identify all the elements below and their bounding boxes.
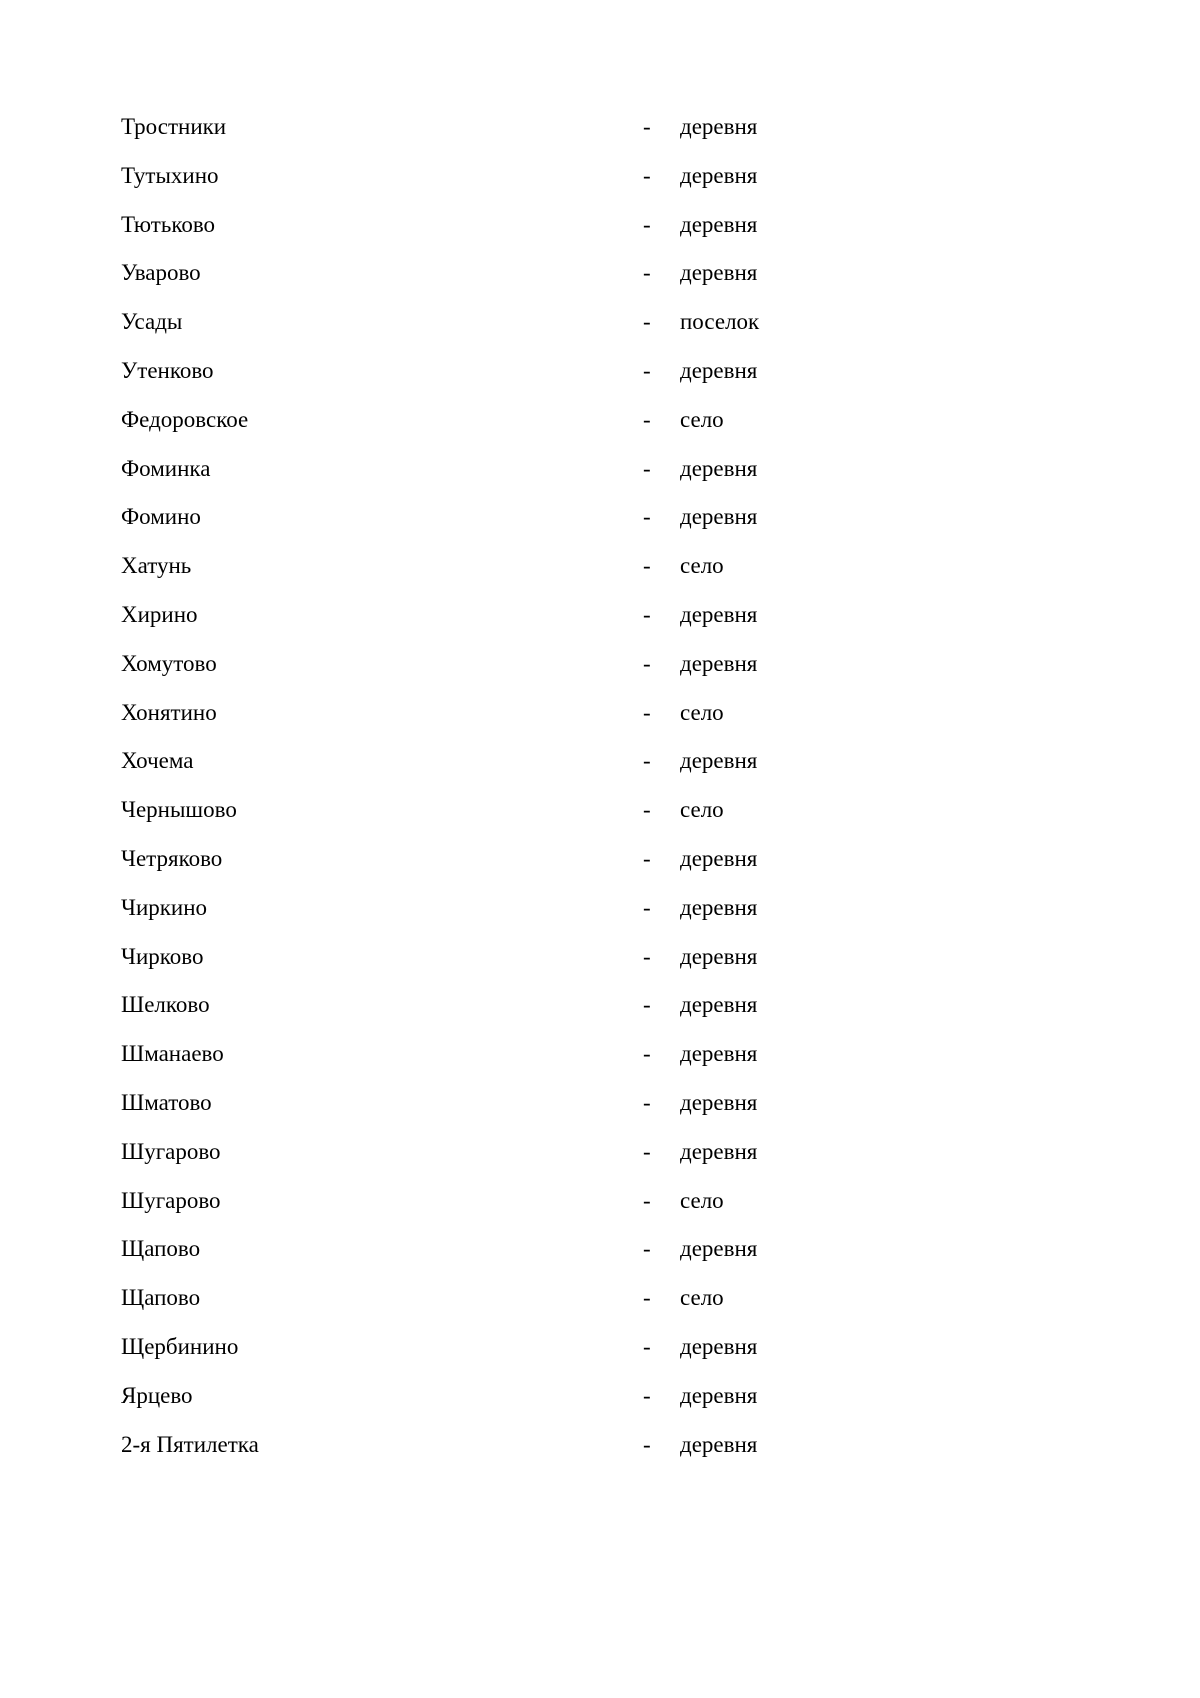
list-item [121,546,901,595]
separator-dash: - [643,1187,651,1213]
separator-dash: - [643,1285,651,1311]
list-item [121,1278,901,1327]
separator-dash: - [643,1382,651,1408]
separator-dash: - [643,406,651,432]
settlement-type: деревня [680,650,758,676]
separator-dash: - [643,601,651,627]
list-item [121,497,901,546]
list-item [121,790,901,839]
list-item [121,205,901,254]
list-item [121,839,901,888]
separator-dash: - [643,699,651,725]
settlement-name: Щапово [121,1236,201,1262]
settlement-type: деревня [680,1382,758,1408]
separator-dash: - [643,357,651,383]
settlement-name: Шугарово [121,1187,221,1213]
separator-dash: - [643,211,651,237]
separator-dash: - [643,455,651,481]
settlement-name: Чернышово [121,797,237,823]
list-item [121,937,901,986]
list-item [121,156,901,205]
list-item [121,253,901,302]
settlement-name: Шугарово [121,1138,221,1164]
list-item [121,302,901,351]
separator-dash: - [643,650,651,676]
separator-dash: - [643,1138,651,1164]
list-item [121,741,901,790]
settlement-type: деревня [680,894,758,920]
list-item [121,1034,901,1083]
settlement-type: деревня [680,1138,758,1164]
separator-dash: - [643,114,651,139]
settlement-name: Чиркино [121,894,208,920]
settlement-type: село [680,1285,724,1311]
separator-dash: - [643,309,651,335]
list-item [121,888,901,937]
list-item [121,1229,901,1278]
settlement-type: деревня [680,1236,758,1262]
settlement-type: деревня [680,943,758,969]
settlement-name: Хонятино [121,699,217,725]
settlement-name: Фомино [121,504,201,530]
list-item [121,644,901,693]
settlement-name: Щапово [121,1285,201,1311]
settlement-type: деревня [680,845,758,871]
settlement-name: Усады [121,309,183,335]
separator-dash: - [643,162,651,188]
list-item [121,1083,901,1132]
list-item [121,351,901,400]
settlement-type: деревня [680,748,758,774]
settlement-type: поселок [680,309,760,335]
settlement-type: село [680,797,724,823]
separator-dash: - [643,1089,651,1115]
settlement-name: Тютьково [121,211,216,237]
settlement-name: Ярцево [121,1382,193,1408]
settlement-name: Шманаево [121,1041,224,1067]
list-item [121,449,901,498]
separator-dash: - [643,992,651,1018]
list-item [121,400,901,449]
settlement-name: Тутыхино [121,162,219,188]
settlement-type: село [680,1187,724,1213]
separator-dash: - [643,1236,651,1262]
list-item [121,985,901,1034]
settlement-type: деревня [680,357,758,383]
settlement-name: Щербинино [121,1333,239,1359]
settlement-type: село [680,553,724,579]
settlement-name: Уварово [121,260,201,286]
settlement-type: деревня [680,114,758,139]
settlement-name: Хомутово [121,650,217,676]
separator-dash: - [643,553,651,579]
settlement-name: Чирково [121,943,204,969]
settlement-name: Шелково [121,992,210,1018]
list-item [121,1425,901,1474]
settlement-type: деревня [680,1333,758,1359]
settlement-name: 2-я Пятилетка [121,1431,259,1457]
list-item [121,1181,901,1230]
list-item [121,1376,901,1425]
settlement-type: деревня [680,455,758,481]
settlement-type: село [680,699,724,725]
separator-dash: - [643,894,651,920]
separator-dash: - [643,845,651,871]
settlement-type: деревня [680,211,758,237]
settlement-type: село [680,406,724,432]
separator-dash: - [643,1041,651,1067]
settlement-name: Тростники [121,114,227,139]
settlement-name: Четряково [121,845,223,871]
separator-dash: - [643,504,651,530]
list-item [121,693,901,742]
separator-dash: - [643,943,651,969]
settlement-type: деревня [680,1431,758,1457]
list-item [121,1327,901,1376]
settlement-type: деревня [680,601,758,627]
settlement-type: деревня [680,504,758,530]
settlement-name: Шматово [121,1089,212,1115]
list-item [121,1132,901,1181]
list-item [121,595,901,644]
settlement-name: Фоминка [121,455,211,481]
settlement-name: Хирино [121,601,198,627]
separator-dash: - [643,797,651,823]
settlement-list [121,107,901,1473]
list-item [121,107,901,156]
settlement-type: деревня [680,1089,758,1115]
separator-dash: - [643,260,651,286]
settlement-name: Утенково [121,357,214,383]
separator-dash: - [643,748,651,774]
settlement-name: Хатунь [121,553,192,579]
settlement-name: Хочема [121,748,194,774]
settlement-name: Федоровское [121,406,249,432]
settlement-type: деревня [680,1041,758,1067]
settlement-type: деревня [680,162,758,188]
settlement-type: деревня [680,260,758,286]
separator-dash: - [643,1333,651,1359]
settlement-type: деревня [680,992,758,1018]
separator-dash: - [643,1431,651,1457]
